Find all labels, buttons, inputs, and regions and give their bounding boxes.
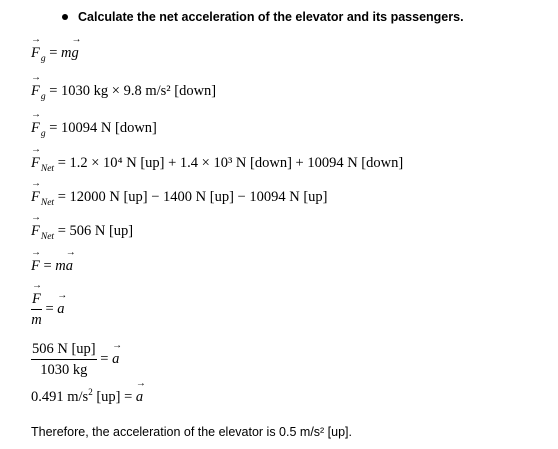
eq-fnet-sum bbox=[31, 154, 403, 174]
eq-force-over-mass bbox=[31, 290, 65, 329]
eq-text: = 1.2 × 10⁴ N [up] + 1.4 × 10³ N [down] + 10094 N [down] bbox=[57, 155, 404, 171]
vector-f: → F bbox=[31, 44, 40, 62]
subscript-net: Net bbox=[40, 232, 55, 242]
bullet-point bbox=[62, 14, 68, 20]
conclusion-text: Therefore, the acceleration of the elevator is 0.5 m/s² [up]. bbox=[31, 425, 352, 439]
eq-acceleration-result bbox=[31, 388, 143, 406]
eq-fnet-result bbox=[31, 222, 133, 242]
vector-f: → F bbox=[32, 290, 41, 308]
eq-text: = → a bbox=[45, 301, 64, 317]
fraction bbox=[31, 290, 42, 329]
fraction-numerator: 506 N [up] bbox=[31, 340, 97, 360]
fraction bbox=[31, 340, 97, 379]
subscript-g: g bbox=[40, 129, 46, 139]
subscript-g: g bbox=[40, 92, 46, 102]
eq-fg-result bbox=[31, 119, 157, 139]
vector-f: → F bbox=[31, 222, 40, 240]
eq-fnet-simplified bbox=[31, 188, 327, 208]
mass-symbol: m bbox=[55, 258, 66, 274]
eq-text: = → a bbox=[100, 351, 119, 367]
vector-f: → F bbox=[31, 257, 40, 275]
vector-f: → F bbox=[31, 188, 40, 206]
eq-fg-definition bbox=[31, 44, 79, 64]
eq-numeric-fraction bbox=[31, 340, 119, 379]
eq-text: = 10094 N [down] bbox=[49, 120, 157, 136]
vector-g: → g bbox=[72, 44, 79, 62]
eq-text: = 1030 kg × 9.8 m/s² [down] bbox=[49, 83, 217, 99]
vector-a: → a bbox=[66, 257, 73, 275]
vector-a: → a bbox=[57, 300, 64, 318]
mass-symbol: m bbox=[61, 45, 72, 61]
task-heading: Calculate the net acceleration of the elevator and its passengers. bbox=[78, 10, 464, 24]
subscript-net: Net bbox=[40, 164, 55, 174]
vector-f: → F bbox=[31, 82, 40, 100]
eq-fg-calculation bbox=[31, 82, 216, 102]
eq-text: = 506 N [up] bbox=[57, 223, 134, 239]
eq-text: = 12000 N [up] − 1400 N [up] − 10094 N [up] bbox=[57, 189, 328, 205]
subscript-g: g bbox=[40, 54, 46, 64]
eq-text: = m→ g bbox=[49, 45, 79, 61]
vector-f: → F bbox=[31, 154, 40, 172]
vector-f: → F bbox=[31, 119, 40, 137]
subscript-net: Net bbox=[40, 198, 55, 208]
fraction-denominator: 1030 kg bbox=[40, 362, 88, 378]
eq-text: 0.491 $m/s^2$ [up] = → a bbox=[31, 389, 143, 405]
eq-newton-second-law bbox=[31, 257, 73, 275]
mass-symbol: m bbox=[31, 312, 42, 328]
eq-text: = m→ a bbox=[43, 258, 73, 274]
vector-a: → a bbox=[136, 388, 143, 406]
vector-a: → a bbox=[112, 350, 119, 368]
